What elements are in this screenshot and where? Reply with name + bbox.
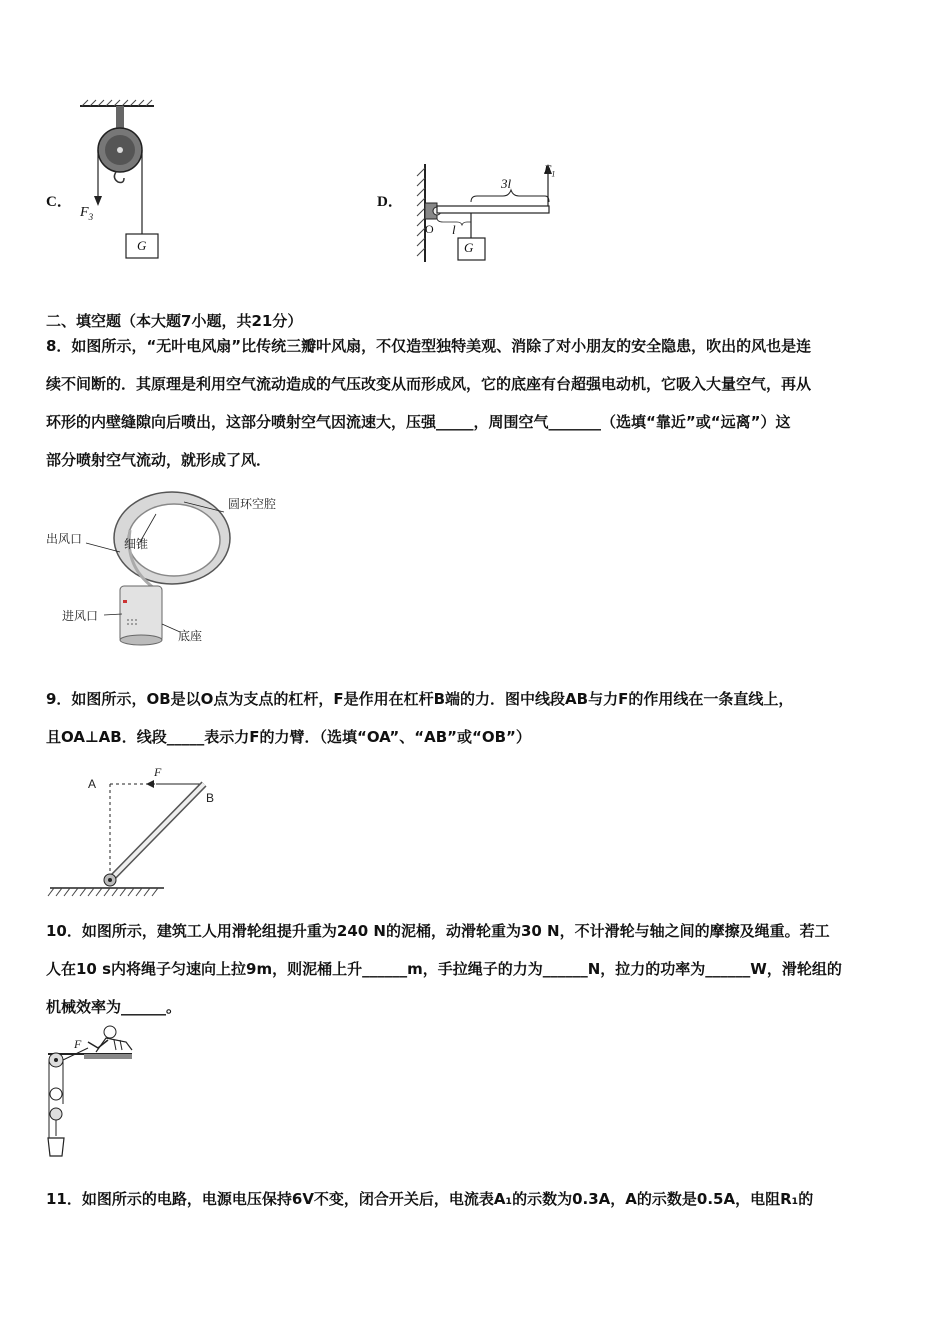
question-8 [46, 327, 906, 479]
question-11 [46, 1180, 906, 1218]
q10-pulley-figure [44, 1022, 144, 1162]
q10-label-f: F [74, 1037, 82, 1051]
section-2-heading: 二、填空题（本大题7小题，共21分） [46, 312, 303, 330]
option-d-long-arm-label: 3l [501, 176, 512, 191]
q9-label-b: B [206, 791, 215, 805]
q8-line: 环形的内壁缝隙向后喷出，这部分喷射空气因流速大，压强_____，周围空气_______（选填“靠近”或“远离”）这 [46, 413, 791, 431]
q9-line: 且OA⊥AB．线段_____表示力F的力臂．（选填“OA”、“AB”或“OB”） [46, 728, 531, 746]
q10-line: 10．如图所示，建筑工人用滑轮组提升重为240 N的泥桶，动滑轮重为30 N，不计滑轮与轴之间的摩擦及绳重。若工 [46, 922, 830, 940]
q11-line: 11．如图所示的电路，电源电压保持6V不变，闭合开关后，电流表A₁的示数为0.3A，A的示数是0.5A，电阻R₁的 [46, 1190, 814, 1208]
q9-label-f: F [154, 765, 162, 779]
q8-line: 续不间断的．其原理是利用空气流动造成的气压改变从而形成风，它的底座有台超强电动机，它吸入大量空气，再从 [46, 375, 812, 393]
option-c-weight-label: G [137, 238, 147, 253]
question-9 [46, 680, 906, 756]
question-10 [46, 912, 906, 1026]
q8-line: 8．如图所示，“无叶电风扇”比传统三瓣叶风扇，不仅造型独特美观、消除了对小朋友的安全隐患，吹出的风也是连 [46, 337, 812, 355]
q8-fan-figure [44, 490, 277, 650]
q8-label-cone: 细锥 [124, 537, 149, 551]
option-c-figure [76, 100, 196, 270]
q8-label-ring: 圆环空腔 [228, 497, 277, 511]
option-d-weight-label: G [464, 240, 474, 255]
option-d-pivot-label: O [425, 222, 434, 236]
q10-line: 人在10 s内将绳子匀速向上拉9m，则泥桶上升______m，手拉绳子的力为______N，拉力的功率为______W，滑轮组的 [46, 960, 842, 978]
option-d-figure [405, 158, 585, 268]
q8-line: 部分喷射空气流动，就形成了风． [46, 451, 272, 469]
q8-label-outlet: 出风口 [46, 532, 83, 546]
option-d-label: D． [377, 194, 403, 210]
q8-label-inlet: 进风口 [62, 609, 99, 623]
q9-label-a: A [88, 777, 97, 791]
q8-label-base: 底座 [178, 629, 203, 643]
q9-lever-figure [46, 762, 226, 902]
q9-line: 9．如图所示，OB是以O点为支点的杠杆，F是作用在杠杆B端的力．图中线段AB与力F的作用线在一条直线上， [46, 690, 794, 708]
option-d-force-label: $F_1$ [544, 162, 556, 179]
option-d-short-arm-label: l [452, 222, 456, 237]
q10-line: 机械效率为______。 [46, 998, 182, 1016]
option-c-force-label: $F_3$ [80, 205, 94, 222]
option-c-label: C． [46, 194, 72, 210]
